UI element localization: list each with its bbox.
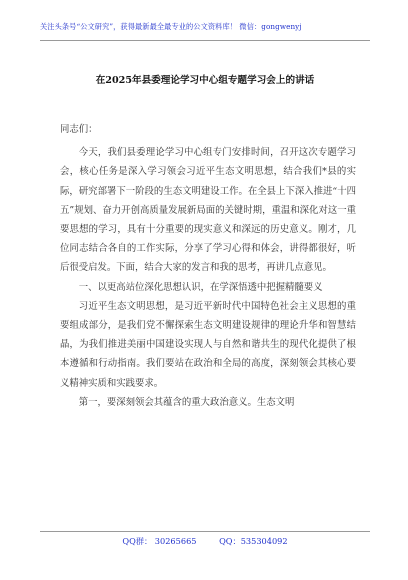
footer-divider bbox=[40, 531, 370, 532]
header-divider bbox=[40, 40, 370, 41]
footer-qq-group: QQ群： 30265665 bbox=[122, 536, 197, 546]
footer bbox=[40, 536, 370, 547]
section-heading: 一、以更高站位深化思想认识，在学深悟透中把握精髓要义 bbox=[78, 281, 323, 293]
paragraph: 第一，要深刻领会其蕴含的重大政治意义。生态文明 bbox=[78, 396, 295, 408]
document-body bbox=[60, 120, 356, 412]
paragraph: 今天，我们县委理论学习中心组专门安排时间，召开这次专题学习会，核心任务是深入学习领会习近平生态文明思想，结合我们*县的实际，研究部署下一阶段的生态文明建设工作。在全县上下深入推进“十四五”规划、奋力开创高质量发展新局面的关键时期，重温和深化对这一重要思想的学习，具有十分重要的现实意义和深远的历史意义。刚才，几位同志结合各自的工作实际，分享了学习心得和体会，讲得都很好，听后很受启发。下面，结合大家的发言和我的思考，再讲几点意见。 bbox=[60, 147, 356, 274]
header-note: 关注头条号“公文研究”，获得最新最全最专业的公文资料库！ 微信：gongwenyj bbox=[40, 22, 302, 31]
paragraph: 习近平生态文明思想，是习近平新时代中国特色社会主义思想的重要组成部分，是我们党不懈探索生态文明建设规律的理论升华和智慧结晶，为我们推进美丽中国建设实现人与自然和谐共生的现代化提供了根本遵循和行动指南。我们要站在政治和全局的高度，深刻领会其核心要义精神实质和实践要求。 bbox=[60, 300, 356, 389]
document-title: 在2025年县委理论学习中心组专题学习会上的讲话 bbox=[95, 75, 315, 86]
footer-qq: QQ：535304092 bbox=[219, 536, 288, 546]
salutation: 同志们： bbox=[60, 124, 98, 135]
